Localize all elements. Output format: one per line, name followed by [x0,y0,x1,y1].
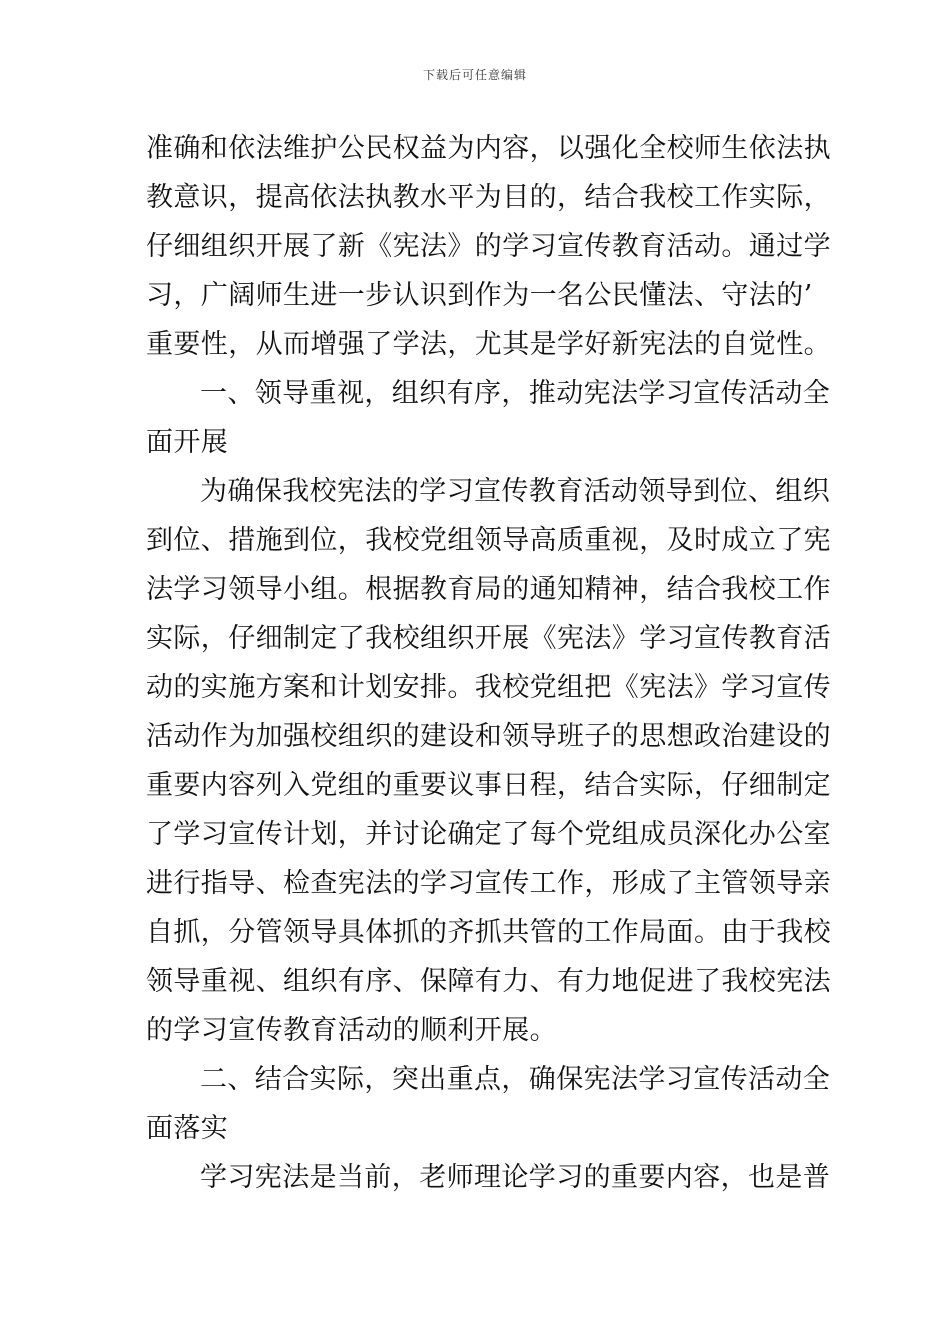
text-line: 学习宪法是当前，老师理论学习的重要内容，也是普 [200,1162,831,1193]
text-line: 习，广阔师生进一步认识到作为一名公民懂法、守法的’ [146,280,813,311]
text-line: 重要内容列入党组的重要议事日程，结合实际，仔细制定 [146,770,831,801]
text-line: 准确和依法维护公民权益为内容，以强化全校师生依法执 [146,133,831,164]
header-note: 下载后可任意编辑 [422,68,527,82]
text-line: 的学习宣传教育活动的顺利开展。 [146,1015,557,1046]
text-line: 自抓，分管领导具体抓的齐抓共管的工作局面。由于我校 [146,917,831,948]
text-line: 法学习领导小组。根据教育局的通知精神，结合我校工作 [146,574,831,605]
text-line: 重要性，从而增强了学法，尤其是学好新宪法的自觉性。 [146,329,831,360]
text-line: 领导重视、组织有序、保障有力、有力地促进了我校宪法 [146,966,831,997]
text-line: 仔细组织开展了新《宪法》的学习宣传教育活动。通过学 [146,231,831,262]
text-line: 进行指导、检查宪法的学习宣传工作，形成了主管领导亲 [146,868,831,899]
text-line: 为确保我校宪法的学习宣传教育活动领导到位、组织 [200,476,831,507]
text-line: 了学习宣传计划，并讨论确定了每个党组成员深化办公室 [146,819,831,850]
text-line: 面落实 [146,1113,229,1144]
text-line: 实际，仔细制定了我校组织开展《宪法》学习宣传教育活 [146,623,831,654]
text-line: 到位、措施到位，我校党组领导高质重视，及时成立了宪 [146,525,831,556]
text-line: 活动作为加强校组织的建设和领导班子的思想政治建设的 [146,721,831,752]
text-line: 教意识，提高依法执教水平为目的，结合我校工作实际， [146,182,831,213]
text-line: 二、结合实际，突出重点，确保宪法学习宣传活动全 [200,1064,831,1095]
body-text [146,124,831,1202]
text-line: 面开展 [146,427,229,458]
text-line: 一、领导重视，组织有序，推动宪法学习宣传活动全 [200,378,831,409]
text-line: 动的实施方案和计划安排。我校党组把《宪法》学习宣传 [146,672,831,703]
